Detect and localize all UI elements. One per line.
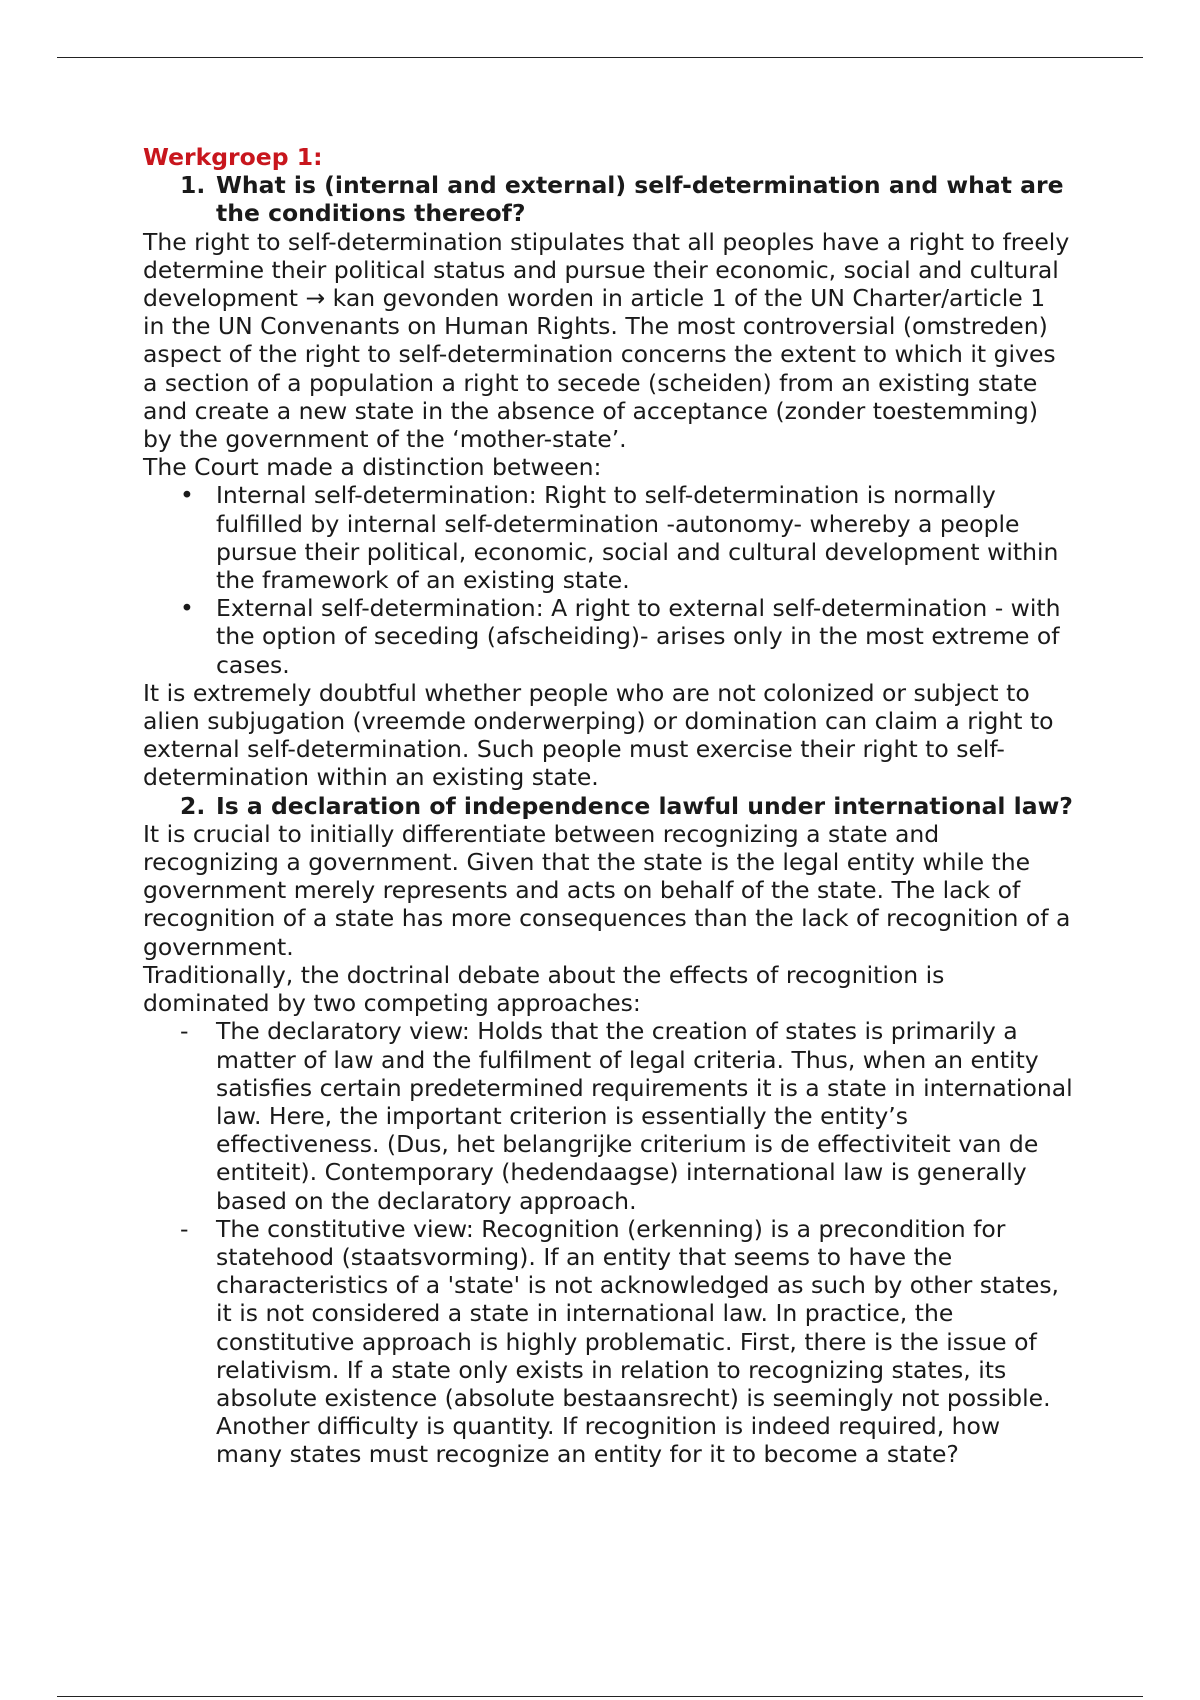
document-body bbox=[143, 143, 1073, 1469]
bullet-marker: • bbox=[180, 481, 194, 510]
question-1-heading bbox=[180, 171, 1073, 227]
court-distinction-paragraph: The Court made a distinction between: bbox=[143, 453, 602, 482]
question-1-title: What is (internal and external) self-determination and what are the conditions thereof? bbox=[216, 171, 1064, 228]
list-item bbox=[180, 1215, 1073, 1469]
doctrinal-debate-paragraph: Traditionally, the doctrinal debate about the effects of recognition is dominated by two competing approaches: bbox=[143, 960, 945, 1018]
recognition-approaches-list bbox=[143, 1017, 1073, 1468]
dash-marker: - bbox=[180, 1017, 189, 1046]
internal-self-determination-text: Internal self-determination: Right to self-determination is normally fulfilled by internal self-determination -autonomy- whereby a people pursue their political, economic, social and cultural development within the framework of an existing state. bbox=[216, 481, 1059, 595]
question-1-number: 1. bbox=[180, 171, 206, 200]
external-self-determination-text: External self-determination: A right to external self-determination - with the option of seceding (afscheiding)- arises only in the most extreme of cases. bbox=[216, 594, 1061, 679]
question-2-intro-paragraph: It is crucial to initially differentiate between recognizing a state and recognizing a government. Given that the state is the legal entity while the government merely represents and acts on behalf of the state. The lack of recognition of a state has more consequences than the lack of recognition of a government. bbox=[143, 819, 1071, 961]
question-2-number: 2. bbox=[180, 791, 206, 820]
bullet-marker: • bbox=[180, 594, 194, 623]
constitutive-view-text: The constitutive view: Recognition (erkenning) is a precondition for statehood (staatsvorming). If an entity that seems to have the characteristics of a 'state' is not acknowledged as such by other states, it is not considered a state in international law. In practice, the constitutive approach is highly problematic. First, there is the issue of relativism. If a state only exists in relation to recognizing states, its absolute existence (absolute bestaansrecht) is seemingly not possible. Another difficulty is quantity. If recognition is indeed required, how many states must recognize an entity for it to become a state? bbox=[216, 1214, 1060, 1469]
self-determination-bullet-list bbox=[143, 481, 1073, 678]
dash-marker: - bbox=[180, 1214, 189, 1243]
question-2-title: Is a declaration of independence lawful under international law? bbox=[216, 791, 1073, 820]
list-item bbox=[180, 1017, 1073, 1214]
question-1-intro-paragraph: The right to self-determination stipulates that all peoples have a right to freely determine their political status and pursue their economic, social and cultural development → kan gevonden worden in article 1 of the UN Charter/article 1 in the UN Convenants on Human Rights. The most controversial (omstreden) aspect of the right to self-determination concerns the extent to which it gives a section of a population a right to secede (scheiden) from an existing state and create a new state in the absence of acceptance (zonder toestemming) by the government of the ‘mother-state’. bbox=[143, 227, 1070, 454]
bottom-horizontal-rule bbox=[57, 1696, 1143, 1697]
question-1-conclusion-paragraph: It is extremely doubtful whether people who are not colonized or subject to alien subjugation (vreemde onderwerping) or domination can claim a right to external self-determination. Such people must exercise their right to self-determination within an existing state. bbox=[143, 678, 1054, 792]
top-horizontal-rule bbox=[57, 57, 1143, 58]
declaratory-view-text: The declaratory view: Holds that the creation of states is primarily a matter of law and the fulfilment of legal criteria. Thus, when an entity satisfies certain predetermined requirements it is a state in international law. Here, the important criterion is essentially the entity’s effectiveness. (Dus, het belangrijke criterium is de effectiviteit van de entiteit). Contemporary (hedendaagse) international law is generally based on the declaratory approach. bbox=[216, 1017, 1073, 1215]
question-2-heading bbox=[180, 792, 1073, 820]
list-item bbox=[180, 594, 1073, 679]
group-title: Werkgroep 1: bbox=[143, 143, 323, 171]
list-item bbox=[180, 481, 1073, 594]
